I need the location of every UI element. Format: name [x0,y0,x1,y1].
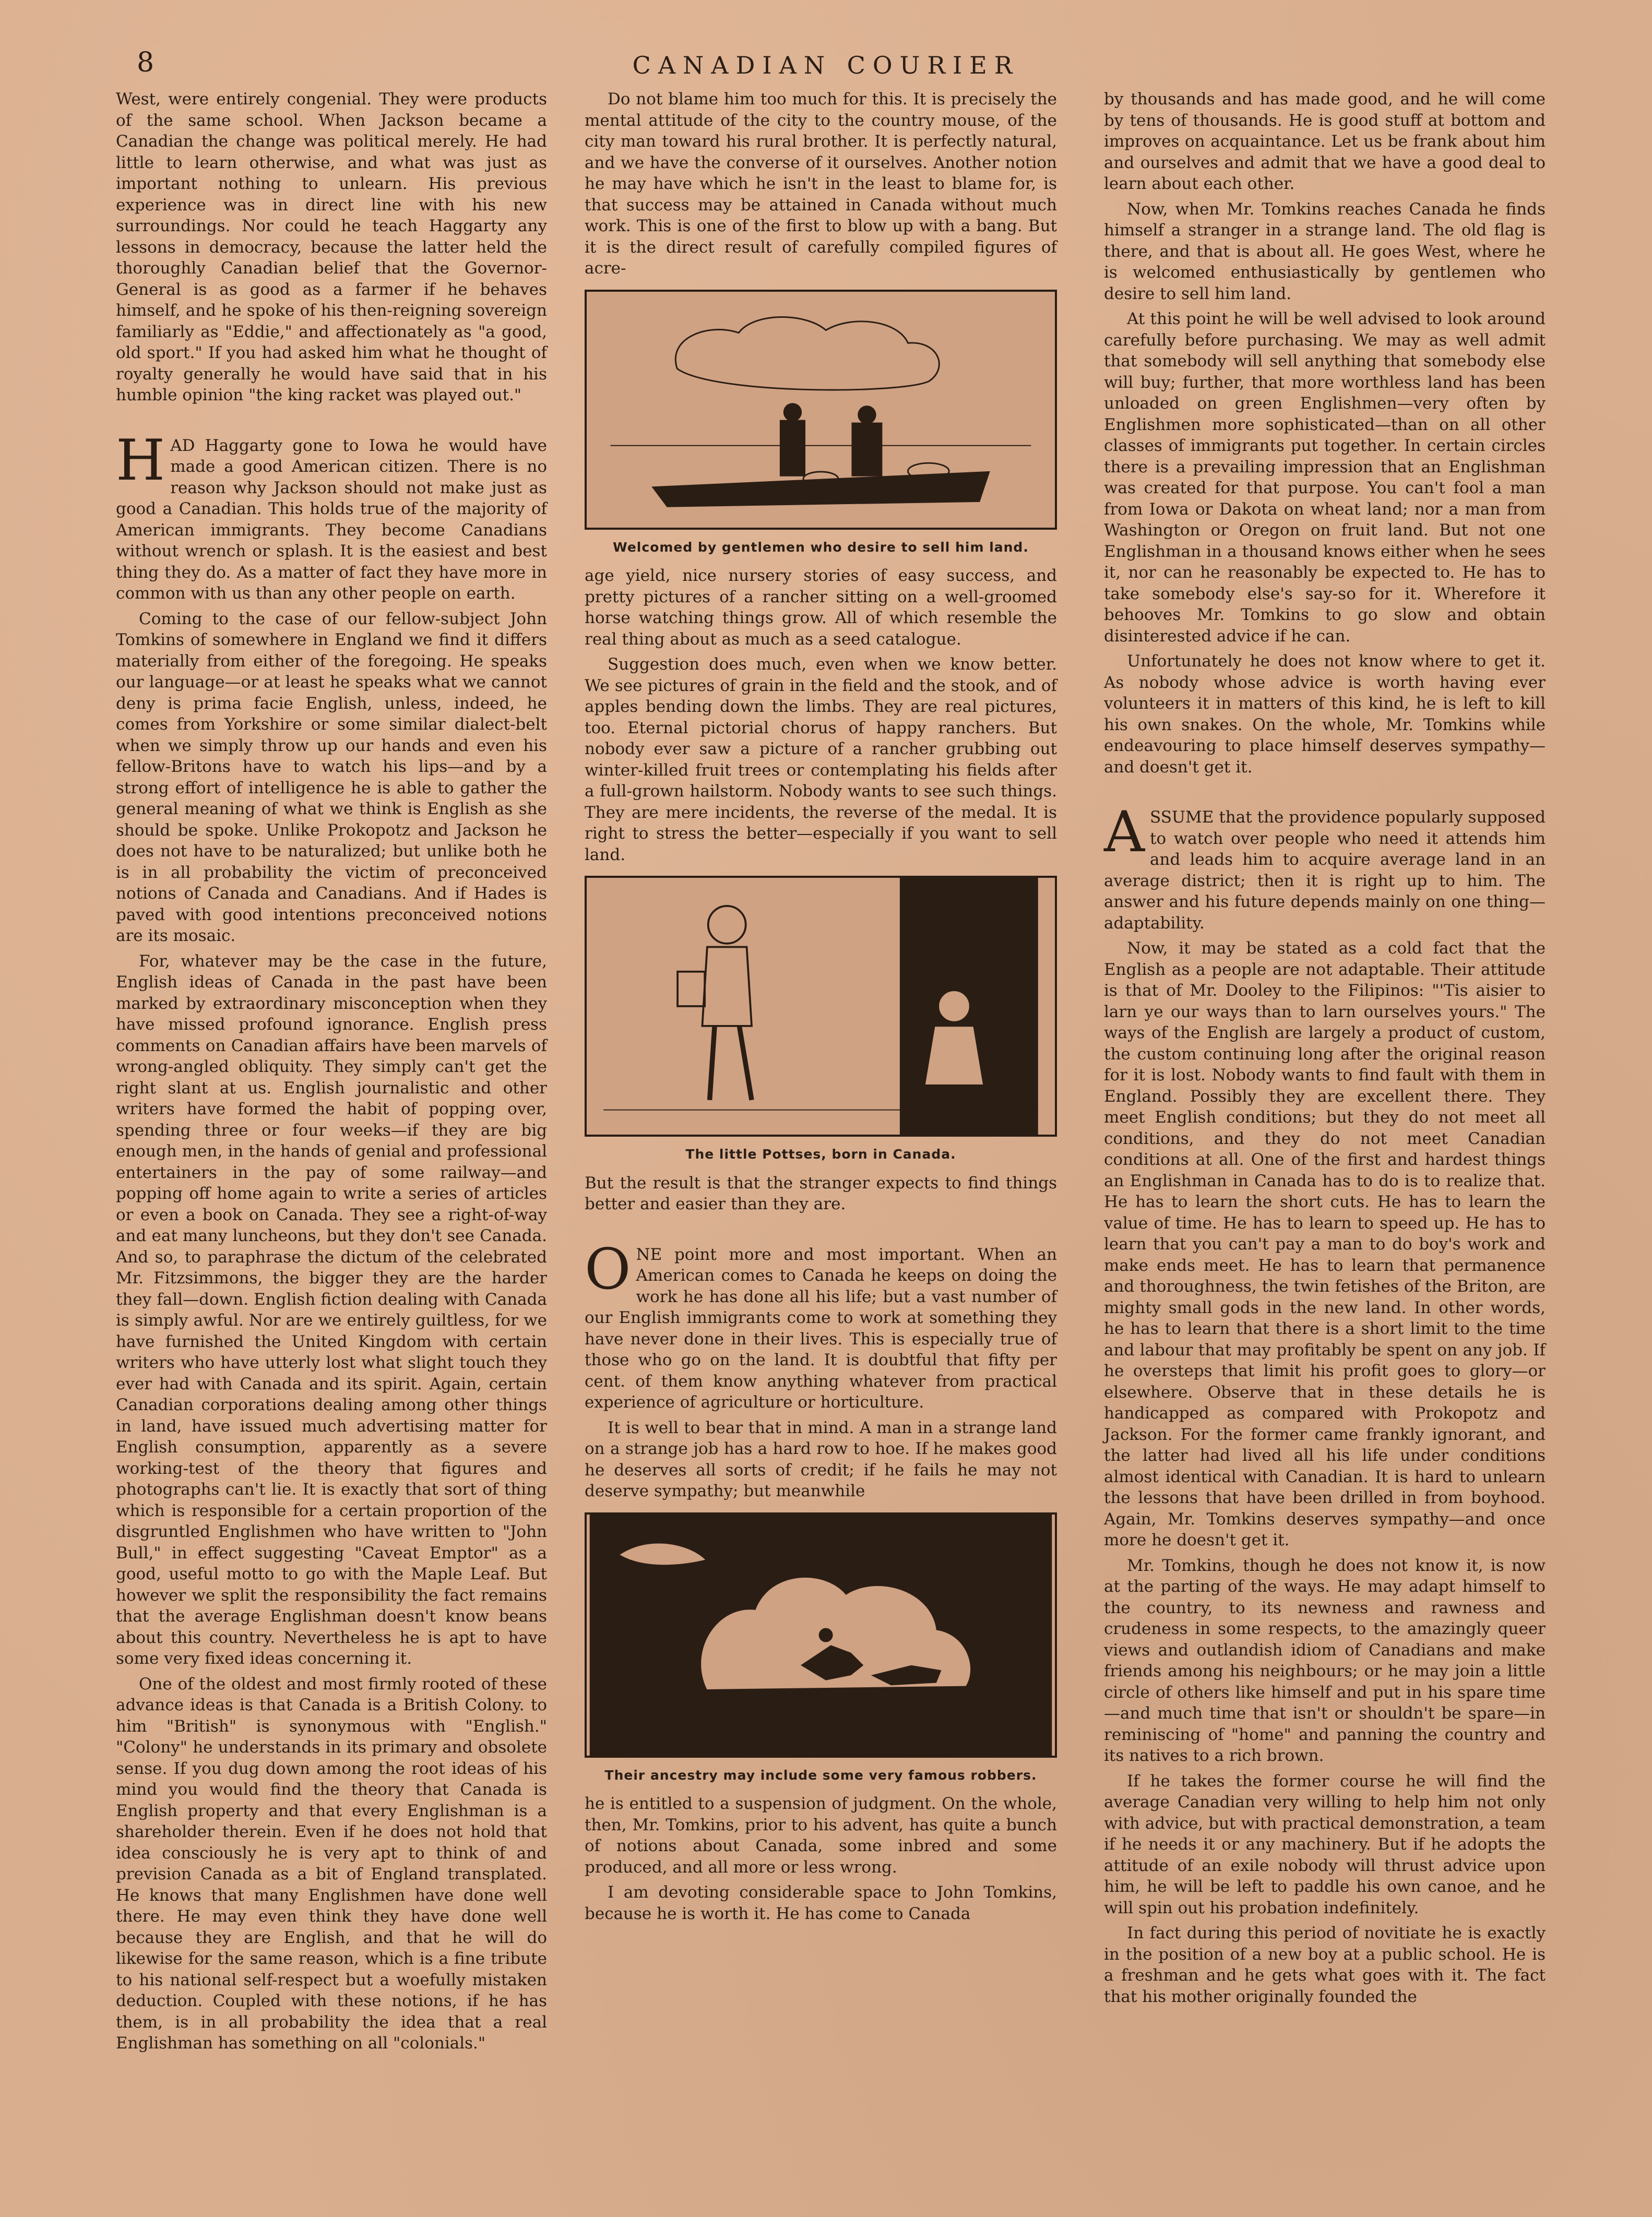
paragraph: It is well to bear that in mind. A man in a strange land on a strange job has a hard row to hoe. If he makes good he deserves all sorts of credit; if he fails he may not deserve sympathy; but meanwhile [585,1418,1057,1500]
paragraph: age yield, nice nursery stories of easy success, and pretty pictures of a rancher sitting on a well-groomed horse watching things grow. All of which resemble the real thing about as much as a seed catalogue. [585,566,1057,649]
figure-boat-illustration [585,290,1057,558]
paragraph: Suggestion does much, even when we know better. We see pictures of grain in the field and the stook, and of apples bending down the limbs. They are real pictures, too. Eternal pictorial chorus of happy ranchers. But nobody ever saw a picture of a rancher grubbing out winter-killed fruit trees or contemplating his fields after a full-grown hailstorm. Nobody wants to see such things. They are mere incidents, the reverse of the medal. It is right to stress the better—especially if you want to sell land. [585,655,1057,864]
paragraph: One of the oldest and most firmly rooted of these advance ideas is that Canada is a British Colony. to him "British" is synonymous with "English." "Colony" he understands in its primary and obsolete sense. If you dug down among the root ideas of his mind you would find the theory that Canada is English property and that every Englishman is a shareholder therein. Even if he does not hold that idea consciously he is very apt to think of and prevision Canada as a bit of England transplated. He knows that many Englishmen have done well there. He may even think they have done well because they are English, and that he will do likewise for the same reason, which is a fine tribute to his national self-respect but a woefully mistaken deduction. Coupled with these notions, if he has them, is in all probability the idea that a real Englishman has something on all "colonials." [116,1674,547,2053]
page-header [0,47,1652,89]
paragraph: Now, it may be stated as a cold fact that the English as a people are not adaptable. Their attitude is that of Mr. Dooley to the Filipinos: "'Tis aisier to larn ye our ways than to larn ourselves yours." The ways of the English are largely a product of custom, the custom continuing long after the original reason for it is lost. Nobody wants to find fault with them in England. Possibly they are excellent there. They meet English conditions; but they do not meet all conditions, and they do not meet Canadian conditions at all. One of the first and hardest things an Englishman in Canada has to do is to realize that. He has to learn the short cuts. He has to learn the value of time. He has to learn to speed up. He has to learn that you can't pay a man to do boy's work and make ends meet. He has to learn that permanence and thoroughness, the twin fetishes of the Briton, are mighty small gods in the new land. In other words, he has to learn that there is a short limit to the time and labour that may profitably be spent on any job. If he oversteps that limit his profit goes to glory—or elsewhere. Observe that in these details he is handicapped as compared with Prokopotz and Jackson. For the former came frankly ignorant, and the latter had lived all his life under conditions almost identical with Canadian. It is hard to unlearn the lessons that have been drilled in from boyhood. Again, Mr. Tomkins deserves sympathy—and once more he doesn't get it. [1104,939,1546,1549]
paragraph: Do not blame him too much for this. It is precisely the mental attitude of the city to the country mouse, of the city man toward his rural brother. It is perfectly natural, and we have the converse of it ourselves. Another notion he may have which he isn't in the least to blame for, is that success may be attained in Canada without much work. This is one of the first to blow up with a bang. But it is the direct result of carefully compiled figures of acre- [585,90,1057,278]
paragraph: But the result is that the stranger expects to find things better and easier than they are. [585,1173,1057,1213]
paragraph: he is entitled to a suspension of judgment. On the whole, then, Mr. Tomkins, prior to his advent, has quite a bunch of notions about Canada, some inbred and some produced, and all more or less wrong. [585,1794,1057,1877]
paragraph: Mr. Tomkins, though he does not know it, is now at the parting of the ways. He may adapt himself to the country, to its newness and rawness and crudeness in some respects, to the amazingly queer views and outlandish idiom of Canadians and make friends among his neighbours; or he may join a little circle of others like himself and put in his spare time—and much time that isn't or shouldn't be spare—in reminiscing of "home" and panning the country and its natives to a rich brown. [1104,1556,1546,1765]
journal-title: CANADIAN COURIER [632,51,1020,79]
figure-caption: Welcomed by gentlemen who desire to sell him land. [613,539,1029,555]
column-1 [116,89,547,2058]
paragraph: For, whatever may be the case in the future, English ideas of Canada in the past have been marked by extraordinary misconception when they have missed profound ignorance. English press comments on Canadian affairs have been marvels of wrong-angled obliquity. They simply can't get the right slant at us. English journalistic and other writers have formed the habit of popping over, spending three or four weeks—if they are big enough men, in the hands of genial and professional entertainers in the pay of some railway—and popping off home again to write a series of articles or even a book on Canada. They see a right-of-way and eat many luncheons, but they don't see Canada. And so, to paraphrase the dictum of the celebrated Mr. Fitzsimmons, the bigger they are the harder they fall—down. English fiction dealing with Canada is simply awful. Nor are we entirely guiltless, for we have furnished the United Kingdom with certain writers who have utterly lost what slight touch they ever had with Canada and its spirit. Again, certain Canadian corporations dealing among other things in land, have issued much advertising matter for English consumption, apparently as a severe working-test of the theory that figures and photographs can't lie. It is exactly that sort of thing which is responsible for a certain proportion of the disgruntled Englishmen who have written to "John Bull," in effect suggesting "Caveat Emptor" as a good, useful motto to go with the Maple Leaf. But however we split the responsibility the fact remains that the average Englishman doesn't know beans about this country. Nevertheless he is apt to have some very fixed ideas concerning it. [116,951,547,1668]
page-number: 8 [137,47,154,78]
drop-cap: A [1104,800,1145,865]
paragraph: Unfortunately he does not know where to get it. As nobody whose advice is worth having ever volunteers it in matters of this kind, he is left to kill his own snakes. On the whole, Mr. Tomkins while endeavouring to place himself deserves sympathy—and doesn't get it. [1104,652,1546,777]
figure-caption: The little Pottses, born in Canada. [685,1147,956,1162]
silhouette-illustration [585,1512,1057,1758]
figure-caption: Their ancestry may include some very famous robbers. [604,1767,1037,1783]
paragraph: ASSUME that the providence popularly supposed to watch over people who need it attends him and leads him to acquire average land in an average district; then it is right up to him. The answer and his future depends mainly on one thing—adaptability. [1104,800,1546,933]
paragraph: ONE point more and most important. When an American comes to Canada he keeps on doing the work he has done all his life; but a vast number of our English immigrants come to work at something they have never done in their lives. This is especially true of those who go on the land. It is doubtful that fifty per cent. of them know anything whatever from practical experience of agriculture or horticulture. [585,1236,1057,1412]
paragraph: HAD Haggarty gone to Iowa he would have made a good American citizen. There is no reason why Jackson should not make just as good a Canadian. This holds true of the majority of American immigrants. They become Canadians without wrench or splash. It is the easiest and best thing they do. As a matter of fact they have more in common with us than any other people on earth. [116,427,547,603]
boat-illustration [585,290,1057,530]
paragraph: I am devoting considerable space to John Tomkins, because he is worth it. He has come to Canada [585,1883,1057,1923]
paragraph: by thousands and has made good, and he will come by tens of thousands. He is good stuff at bottom and improves on acquaintance. Let us be frank about him and ourselves and admit that we have a good deal to learn about each other. [1104,90,1546,193]
column-2 [585,89,1057,1928]
drop-cap: H [116,427,165,493]
paragraph: Now, when Mr. Tomkins reaches Canada he finds himself a stranger in a strange land. The old flag is there, and that is about all. He goes West, where he is welcomed enthusiastically by gentlemen who desire to sell him land. [1104,199,1546,303]
figure-silhouette-illustration [585,1512,1057,1786]
paragraph: At this point he will be well advised to look around carefully before purchasing. We may as well admit that somebody will sell anything that somebody else will buy; further, that more worthless land has been unloaded on green Englishmen—very often by Englishmen more sophisticated—than on all other classes of immigrants put together. In certain circles there is a prevailing impression that an Englishman was created for that purpose. You can't fool a man from Iowa or Dakota on wheat land; nor a man from Washington or Oregon on fruit land. But not one Englishman in a thousand knows either when he sees it, nor can he reasonably be expected to. He has to take somebody else's say-so for it. Wherefore it behooves Mr. Tomkins to go slow and obtain disinterested advice if he can. [1104,309,1546,646]
paragraph: West, were entirely congenial. They were products of the same school. When Jackson became a Canadian the change was political merely. He had little to learn otherwise, and what was just as important nothing to unlearn. His previous experience was in direct line with his new surroundings. Nor could he teach Haggarty any lessons in democracy, because the latter held the thoroughly Canadian belief that the Governor-General is as good as a farmer if he behaves himself, and he spoke of his then-reigning sovereign familiarly as "Eddie," and affectionately as "a good, old sport." If you had asked him what he thought of royalty generally he would have said that in his humble opinion "the king racket was played out." [116,90,547,404]
children-illustration [585,876,1057,1137]
paragraph: If he takes the former course he will find the average Canadian very willing to help him not only with advice, but with practical demonstration, a team if he needs it or any machinery. But if he adopts the attitude of an exile nobody will thrust advice upon him, he will be left to paddle his own canoe, and he will spin out his probation indefinitely. [1104,1771,1546,1917]
paragraph: Coming to the case of our fellow-subject John Tomkins of somewhere in England we find it differs materially from either of the foregoing. He speaks our language—or at least he speaks what we cannot deny is prima facie English, unless, indeed, he comes from Yorkshire or some similar dialect-belt when we simply throw up our hands and even his fellow-Britons have to watch his lips—and by a strong effort of intelligence he is able to gather the general meaning of what we think is English as she should be spoke. Unlike Prokopotz and Jackson he does not have to be naturalized; but unlike both he is in all probability the victim of preconceived notions of Canada and Canadians. And if Hades is paved with good intentions preconceived notions are its mosaic. [116,609,547,945]
drop-cap: O [585,1236,631,1302]
column-3 [1104,89,1546,2011]
paragraph: In fact during this period of novitiate he is exactly in the position of a new boy at a public school. He is a freshman and he gets what goes with it. The fact that his mother originally founded the [1104,1924,1546,2006]
figure-children-illustration [585,876,1057,1165]
